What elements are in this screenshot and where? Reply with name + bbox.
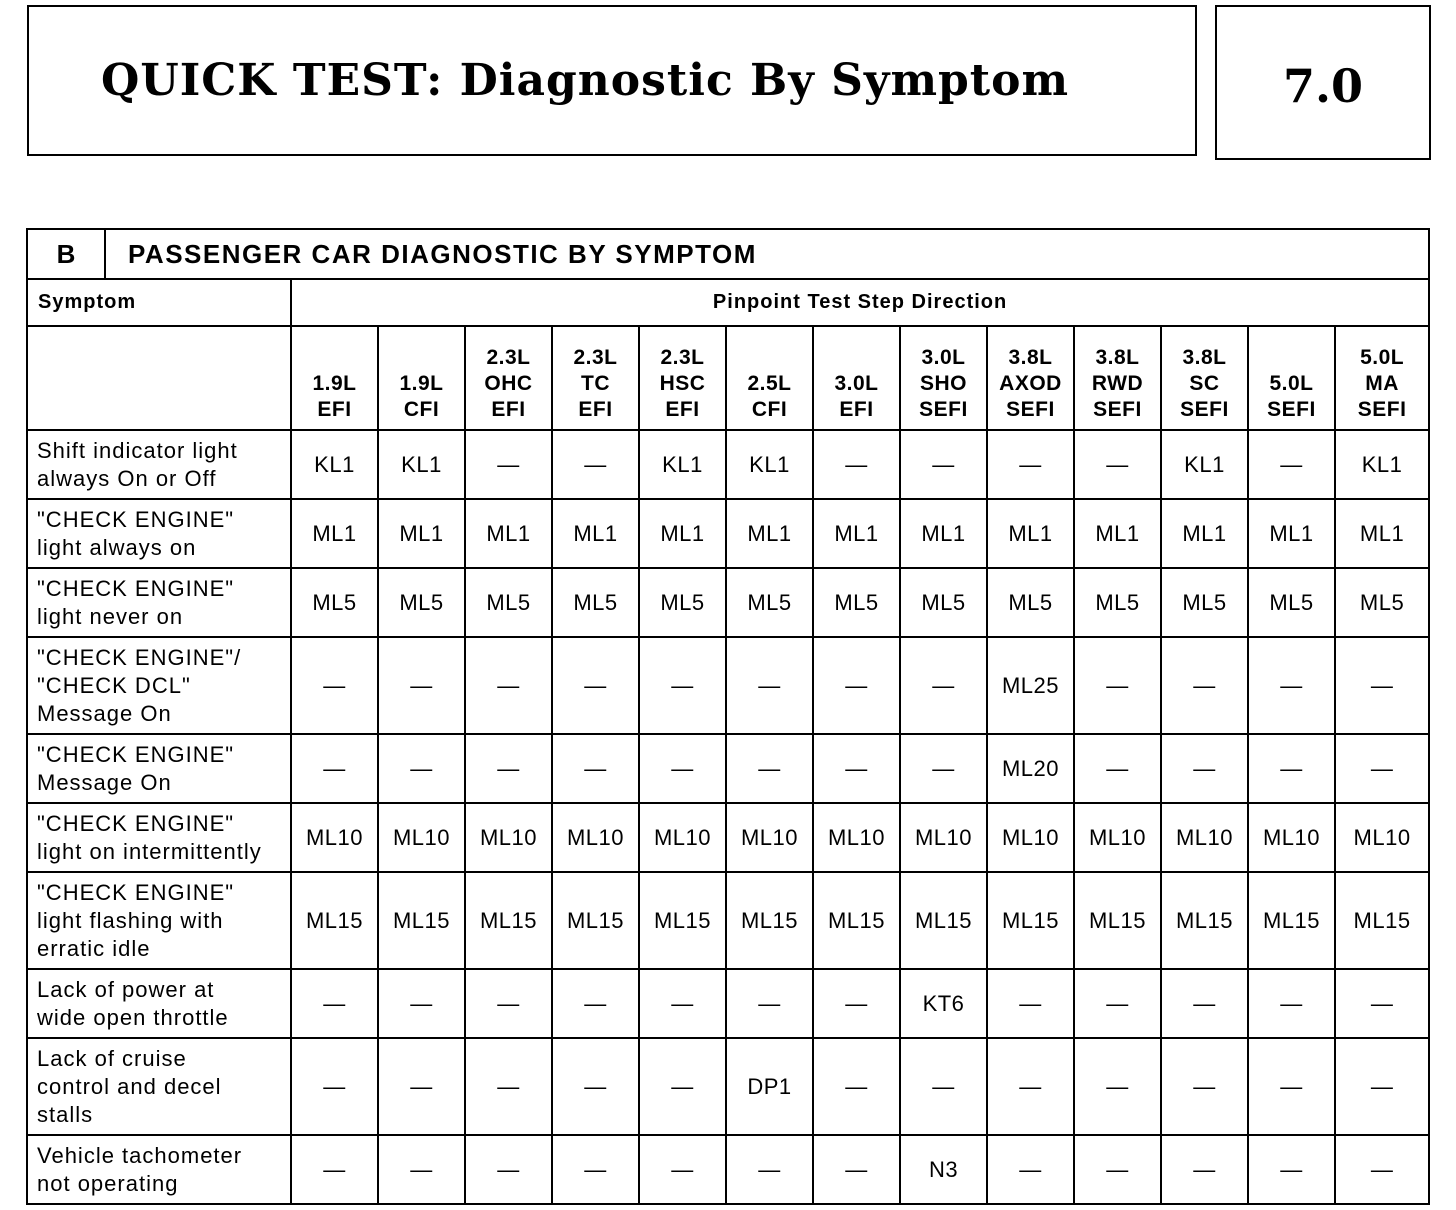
engine-header-cell (639, 326, 726, 430)
test-step-cell: ML10 (1161, 803, 1248, 872)
test-step-cell: ML1 (1074, 499, 1161, 568)
symptom-line: Lack of cruise (37, 1045, 187, 1071)
symptom-cell (27, 637, 291, 734)
test-step-cell: — (291, 1038, 378, 1135)
symptom-row (27, 969, 1429, 1038)
test-step-cell: — (552, 734, 639, 803)
test-step-cell: — (987, 1038, 1074, 1135)
symptom-line: erratic idle (37, 935, 151, 961)
test-step-cell: ML1 (552, 499, 639, 568)
test-step-cell: KL1 (291, 430, 378, 499)
symptom-line: Lack of power at (37, 976, 215, 1002)
engine-header-line: 5.0L (1269, 372, 1314, 395)
symptom-line: Vehicle tachometer (37, 1142, 243, 1168)
section-number: 7.0 (1282, 59, 1364, 113)
engine-header-cell (465, 326, 552, 430)
engine-header-cell (726, 326, 813, 430)
test-step-cell: — (1335, 637, 1429, 734)
test-step-cell: — (378, 734, 465, 803)
engine-header-line: 3.8L (1182, 346, 1227, 369)
test-step-cell: ML15 (900, 872, 987, 969)
test-step-cell: KL1 (639, 430, 726, 499)
test-step-cell: — (1074, 1135, 1161, 1204)
test-step-cell: ML10 (552, 803, 639, 872)
test-step-cell: — (900, 430, 987, 499)
symptom-row (27, 803, 1429, 872)
test-step-cell: KL1 (1335, 430, 1429, 499)
test-step-cell: — (726, 637, 813, 734)
test-step-cell: ML15 (1248, 872, 1335, 969)
test-step-cell: ML5 (291, 568, 378, 637)
test-step-cell: ML15 (813, 872, 900, 969)
test-step-cell: ML5 (1161, 568, 1248, 637)
engine-header-line: EFI (317, 398, 352, 421)
engine-header-cell (987, 326, 1074, 430)
test-step-cell: ML1 (987, 499, 1074, 568)
test-step-cell: — (987, 430, 1074, 499)
test-step-cell: — (987, 1135, 1074, 1204)
test-step-cell: ML10 (726, 803, 813, 872)
test-step-cell: — (291, 637, 378, 734)
engine-header-cell (900, 326, 987, 430)
engine-header-line: EFI (839, 398, 874, 421)
test-step-cell: — (465, 734, 552, 803)
engine-header-cell (1074, 326, 1161, 430)
engine-header-line: 3.8L (1008, 346, 1053, 369)
engine-header-line: SC (1189, 372, 1220, 395)
symptom-cell (27, 803, 291, 872)
test-step-cell: — (813, 969, 900, 1038)
test-step-cell: ML1 (726, 499, 813, 568)
test-step-cell: — (900, 637, 987, 734)
test-step-cell: ML10 (639, 803, 726, 872)
engine-header-line: TC (581, 372, 610, 395)
test-step-cell: ML15 (1335, 872, 1429, 969)
test-step-cell: — (291, 1135, 378, 1204)
test-step-cell: — (1248, 969, 1335, 1038)
engine-header-line: EFI (491, 398, 526, 421)
test-step-cell: — (1335, 1038, 1429, 1135)
engine-header-cell (1161, 326, 1248, 430)
test-step-cell: ML1 (900, 499, 987, 568)
test-step-cell: — (1161, 734, 1248, 803)
engine-header-line: AXOD (999, 372, 1062, 395)
symptom-cell (27, 430, 291, 499)
test-step-cell: ML10 (1074, 803, 1161, 872)
test-step-cell: ML5 (552, 568, 639, 637)
test-step-cell: DP1 (726, 1038, 813, 1135)
engine-header-line: 2.3L (573, 346, 618, 369)
test-step-cell: — (465, 1038, 552, 1135)
test-step-cell: — (378, 969, 465, 1038)
test-step-cell: — (1161, 1135, 1248, 1204)
engine-header-cell (813, 326, 900, 430)
test-step-cell: — (1161, 1038, 1248, 1135)
engine-header-line: 3.8L (1095, 346, 1140, 369)
test-step-cell: — (639, 969, 726, 1038)
test-step-cell: ML1 (291, 499, 378, 568)
test-step-cell: — (1074, 430, 1161, 499)
test-step-cell: — (813, 1135, 900, 1204)
engine-header-line: MA (1365, 372, 1399, 395)
test-step-cell: N3 (900, 1135, 987, 1204)
symptom-line: control and decel (37, 1073, 222, 1099)
test-step-cell: — (465, 430, 552, 499)
test-step-cell: ML5 (987, 568, 1074, 637)
test-step-cell: ML1 (1335, 499, 1429, 568)
test-step-cell: — (1074, 734, 1161, 803)
test-step-cell: ML15 (726, 872, 813, 969)
test-step-cell: ML1 (1248, 499, 1335, 568)
test-step-cell: — (291, 969, 378, 1038)
test-step-cell: ML1 (639, 499, 726, 568)
engine-header-cell (1248, 326, 1335, 430)
test-step-cell: — (465, 1135, 552, 1204)
test-step-cell: ML1 (1161, 499, 1248, 568)
test-step-cell: ML10 (987, 803, 1074, 872)
test-step-cell: ML10 (1335, 803, 1429, 872)
column-group-header-row (27, 279, 1429, 326)
test-step-cell: — (813, 734, 900, 803)
engine-header-line: SEFI (1267, 398, 1316, 421)
test-step-cell: — (1074, 969, 1161, 1038)
pinpoint-direction-header: Pinpoint Test Step Direction (291, 279, 1429, 326)
symptom-row (27, 430, 1429, 499)
test-step-cell: — (726, 1135, 813, 1204)
test-step-cell: — (639, 734, 726, 803)
symptom-line: "CHECK ENGINE"/ (37, 644, 242, 670)
test-step-cell: KT6 (900, 969, 987, 1038)
test-step-cell: — (726, 734, 813, 803)
symptom-row (27, 872, 1429, 969)
test-step-cell: ML1 (378, 499, 465, 568)
engine-header-line: SEFI (1006, 398, 1055, 421)
engine-header-line: 3.0L (834, 372, 879, 395)
test-step-cell: — (639, 637, 726, 734)
engine-header-line: OHC (484, 372, 533, 395)
test-step-cell: ML15 (552, 872, 639, 969)
test-step-cell: ML5 (813, 568, 900, 637)
test-step-cell: — (813, 637, 900, 734)
test-step-cell: — (1248, 1038, 1335, 1135)
symptom-cell (27, 734, 291, 803)
test-step-cell: ML5 (1074, 568, 1161, 637)
test-step-cell: KL1 (378, 430, 465, 499)
test-step-cell: ML15 (465, 872, 552, 969)
test-step-cell: ML10 (900, 803, 987, 872)
symptom-header: Symptom (27, 279, 291, 326)
test-step-cell: ML15 (987, 872, 1074, 969)
symptom-row (27, 1038, 1429, 1135)
symptom-line: "CHECK ENGINE" (37, 506, 235, 532)
symptom-cell (27, 499, 291, 568)
test-step-cell: ML5 (1335, 568, 1429, 637)
engine-header-line: 2.3L (660, 346, 705, 369)
symptom-row (27, 499, 1429, 568)
engine-header-line: HSC (659, 372, 706, 395)
symptom-line: Shift indicator light (37, 437, 238, 463)
engine-header-cell (378, 326, 465, 430)
page-title: QUICK TEST: Diagnostic By Symptom (101, 55, 1070, 106)
symptom-cell (27, 872, 291, 969)
engine-header-row (27, 326, 1429, 430)
engine-header-line: 1.9L (312, 372, 357, 395)
test-step-cell: — (465, 969, 552, 1038)
test-step-cell: ML15 (378, 872, 465, 969)
symptom-cell (27, 969, 291, 1038)
test-step-cell: ML10 (378, 803, 465, 872)
symptom-line: "CHECK DCL" (37, 672, 191, 698)
test-step-cell: — (552, 1038, 639, 1135)
test-step-cell: ML25 (987, 637, 1074, 734)
engine-header-line: 2.5L (747, 372, 792, 395)
symptom-line: not operating (37, 1170, 179, 1196)
symptom-line: "CHECK ENGINE" (37, 575, 235, 601)
symptom-row (27, 637, 1429, 734)
test-step-cell: — (552, 969, 639, 1038)
test-step-cell: ML1 (813, 499, 900, 568)
test-step-cell: — (552, 430, 639, 499)
engine-header-cell (291, 326, 378, 430)
test-step-cell: ML5 (900, 568, 987, 637)
test-step-cell: — (1248, 734, 1335, 803)
test-step-cell: ML10 (291, 803, 378, 872)
symptom-row (27, 734, 1429, 803)
test-step-cell: — (639, 1135, 726, 1204)
test-step-cell: — (378, 1038, 465, 1135)
title-box (27, 5, 1197, 156)
test-step-cell: ML10 (465, 803, 552, 872)
test-step-cell: — (1248, 1135, 1335, 1204)
symptom-line: wide open throttle (37, 1004, 229, 1030)
test-step-cell: — (900, 1038, 987, 1135)
test-step-cell: — (900, 734, 987, 803)
engine-header-line: EFI (578, 398, 613, 421)
section-number-box (1215, 5, 1431, 160)
test-step-cell: ML10 (813, 803, 900, 872)
test-step-cell: — (1074, 1038, 1161, 1135)
engine-header-line: SEFI (1180, 398, 1229, 421)
test-step-cell: ML15 (1161, 872, 1248, 969)
symptom-cell (27, 1135, 291, 1204)
engine-header-line: SHO (919, 372, 967, 395)
engine-header-line: 1.9L (399, 372, 444, 395)
engine-header-blank (27, 326, 291, 430)
test-step-cell: ML5 (378, 568, 465, 637)
test-step-cell: — (552, 637, 639, 734)
test-step-cell: — (1074, 637, 1161, 734)
symptom-line: "CHECK ENGINE" (37, 741, 235, 767)
engine-header-line: 5.0L (1360, 346, 1405, 369)
symptom-line: Message On (37, 700, 172, 726)
symptom-table (26, 228, 1430, 1205)
engine-header-line: 2.3L (486, 346, 531, 369)
symptom-line: light never on (37, 603, 184, 629)
test-step-cell: — (378, 1135, 465, 1204)
test-step-cell: ML5 (726, 568, 813, 637)
symptom-line: Message On (37, 769, 172, 795)
test-step-cell: ML15 (639, 872, 726, 969)
test-step-cell: ML15 (1074, 872, 1161, 969)
engine-header-line: SEFI (919, 398, 968, 421)
test-step-cell: — (1335, 969, 1429, 1038)
symptom-line: "CHECK ENGINE" (37, 879, 235, 905)
test-step-cell: — (378, 637, 465, 734)
test-step-cell: — (465, 637, 552, 734)
test-step-cell: — (1335, 734, 1429, 803)
test-step-cell: — (639, 1038, 726, 1135)
test-step-cell: — (291, 734, 378, 803)
symptom-line: light flashing with (37, 907, 224, 933)
section-title: PASSENGER CAR DIAGNOSTIC BY SYMPTOM (105, 229, 1429, 279)
symptom-cell (27, 568, 291, 637)
engine-header-line: CFI (403, 398, 440, 421)
symptom-line: always On or Off (37, 465, 217, 491)
test-step-cell: — (1248, 637, 1335, 734)
test-step-cell: — (813, 1038, 900, 1135)
test-step-cell: — (552, 1135, 639, 1204)
test-step-cell: ML10 (1248, 803, 1335, 872)
test-step-cell: — (1335, 1135, 1429, 1204)
test-step-cell: ML15 (291, 872, 378, 969)
engine-header-line: SEFI (1357, 398, 1407, 421)
test-step-cell: — (726, 969, 813, 1038)
test-step-cell: ML5 (465, 568, 552, 637)
section-header-row (27, 229, 1429, 279)
symptom-cell (27, 1038, 291, 1135)
engine-header-cell (1335, 326, 1429, 430)
symptom-line: light on intermittently (37, 838, 262, 864)
symptom-row (27, 1135, 1429, 1204)
engine-header-line: SEFI (1093, 398, 1142, 421)
engine-header-line: RWD (1091, 372, 1144, 395)
engine-header-cell (552, 326, 639, 430)
test-step-cell: — (1161, 637, 1248, 734)
test-step-cell: — (1248, 430, 1335, 499)
symptom-line: "CHECK ENGINE" (37, 810, 235, 836)
test-step-cell: KL1 (1161, 430, 1248, 499)
test-step-cell: — (1161, 969, 1248, 1038)
engine-header-line: EFI (665, 398, 700, 421)
symptom-line: light always on (37, 534, 197, 560)
test-step-cell: — (987, 969, 1074, 1038)
symptom-line: stalls (37, 1101, 94, 1127)
symptom-row (27, 568, 1429, 637)
test-step-cell: ML5 (1248, 568, 1335, 637)
section-letter: B (27, 229, 105, 279)
test-step-cell: ML20 (987, 734, 1074, 803)
engine-header-line: CFI (751, 398, 788, 421)
test-step-cell: — (813, 430, 900, 499)
test-step-cell: ML1 (465, 499, 552, 568)
test-step-cell: KL1 (726, 430, 813, 499)
engine-header-line: 3.0L (921, 346, 966, 369)
test-step-cell: ML5 (639, 568, 726, 637)
